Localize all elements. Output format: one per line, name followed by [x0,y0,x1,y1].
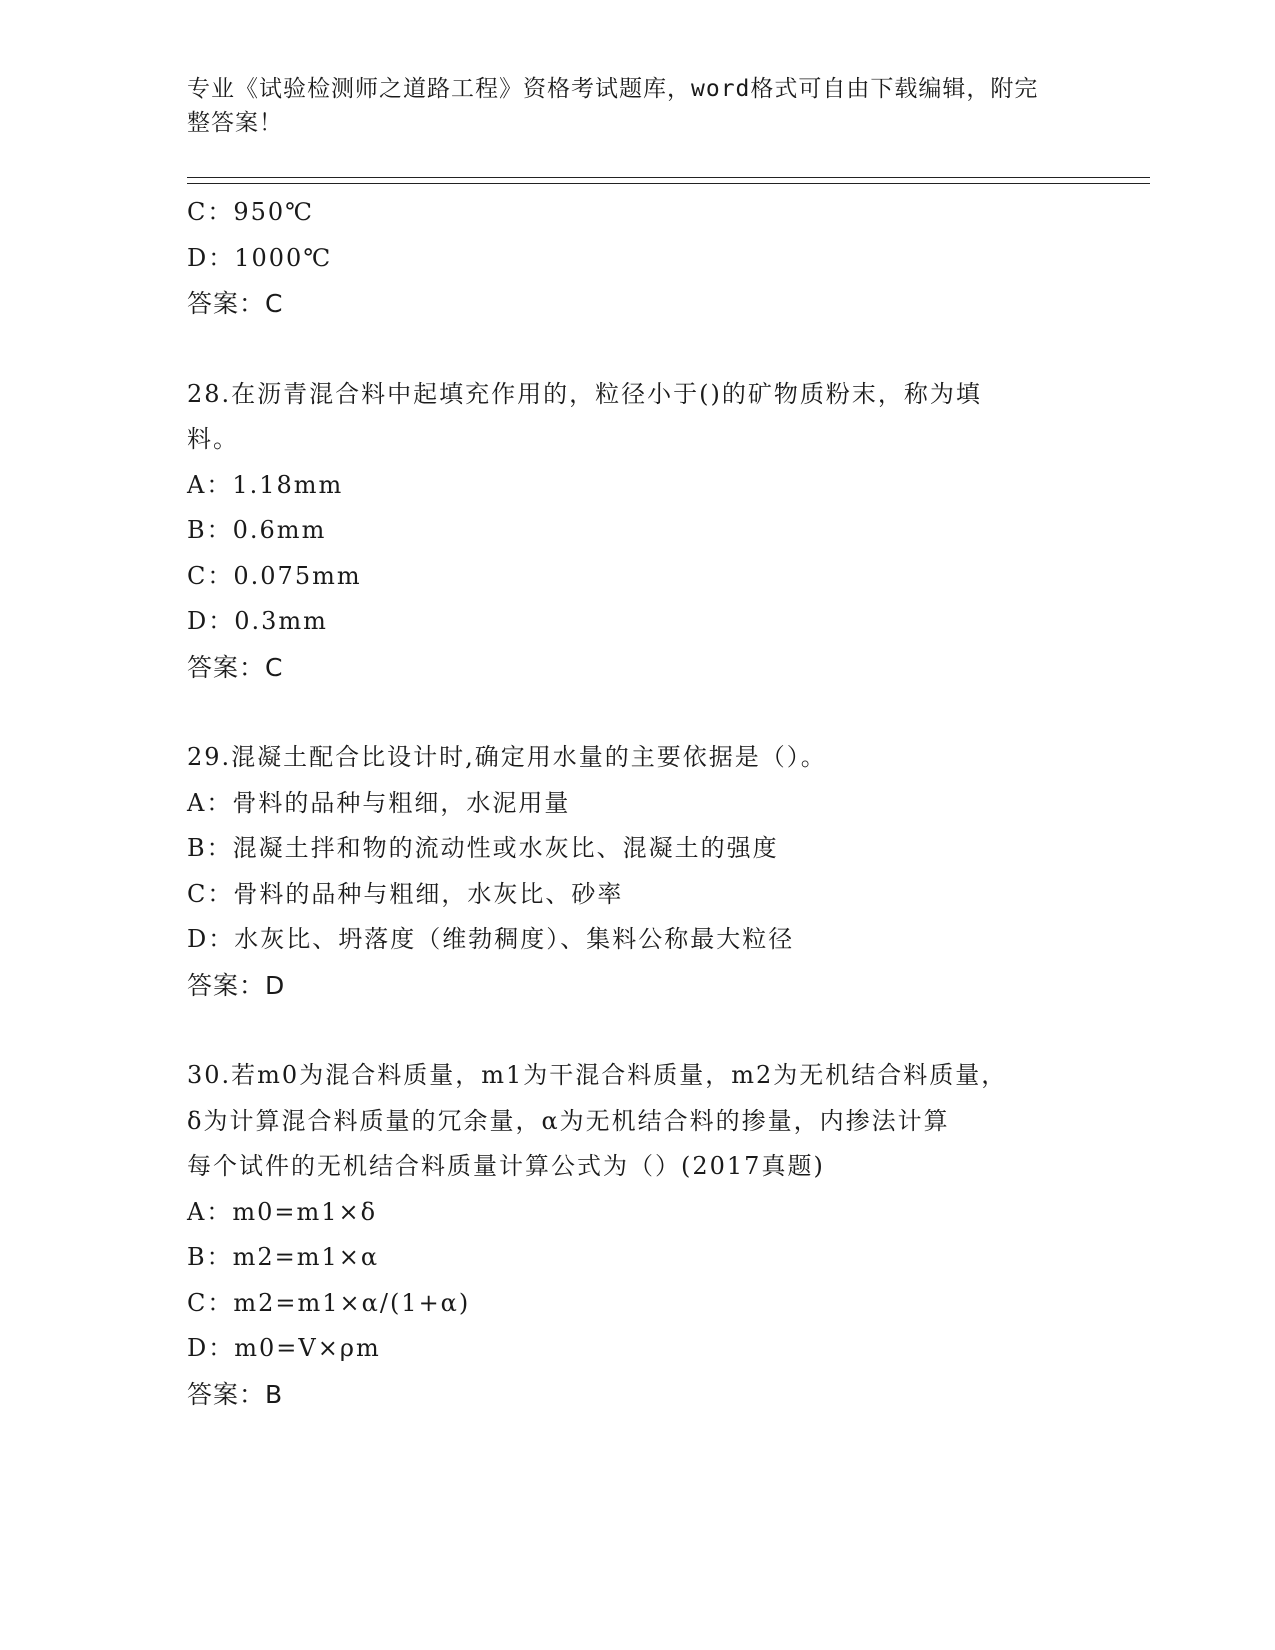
option-d: D：水灰比、坍落度（维勃稠度）、集料公称最大粒径 [187,925,795,953]
option-c: C：950℃ [187,198,315,226]
option-c: C：m2=m1×α/(1+α) [187,1288,471,1317]
header-divider [187,177,1150,184]
question-30 [187,1053,1087,1417]
header-line-2: 整答案！ [187,110,283,136]
question-29 [187,735,1087,1008]
spacer [187,690,1087,735]
prev-question [187,190,1087,327]
question-stem: 28.在沥青混合料中起填充作用的，粒径小于()的矿物质粉末，称为填 [187,379,982,408]
option-d: D：1000℃ [187,243,333,272]
question-stem: 30.若m0为混合料质量，m1为干混合料质量，m2为无机结合料质量， [187,1061,1008,1089]
option-c: C：0.075mm [187,561,362,590]
question-stem: 29.混凝土配合比设计时,确定用水量的主要依据是（）。 [187,743,827,771]
option-d: D：0.3mm [187,607,328,635]
option-d: D：m0=V×ρm [187,1334,381,1362]
question-28 [187,372,1087,691]
spacer [187,327,1087,372]
question-stem: 料。 [187,425,239,453]
option-a: A：骨料的品种与粗细，水泥用量 [187,788,571,817]
option-c: C：骨料的品种与粗细，水灰比、砂率 [187,879,624,908]
option-b: B：混凝土拌和物的流动性或水灰比、混凝土的强度 [187,834,779,862]
answer-line: 答案：C [187,652,284,682]
question-stem: 每个试件的无机结合料质量计算公式为（）(2017真题) [187,1152,825,1180]
answer-line: 答案：C [187,289,284,318]
header-line-1: 专业《试验检测师之道路工程》资格考试题库，word格式可自由下载编辑，附完 [187,76,1039,102]
spacer [187,1008,1087,1053]
page-header [187,72,1067,140]
option-b: B：m2=m1×α [187,1243,380,1271]
option-a: A：1.18mm [187,470,344,499]
option-a: A：m0=m1×δ [187,1197,378,1226]
option-b: B：0.6mm [187,516,327,544]
document-body [187,190,1087,1417]
answer-line: 答案：B [187,1379,284,1409]
answer-line: 答案：D [187,970,286,1000]
question-stem: δ为计算混合料质量的冗余量，α为无机结合料的掺量，内掺法计算 [187,1106,950,1135]
